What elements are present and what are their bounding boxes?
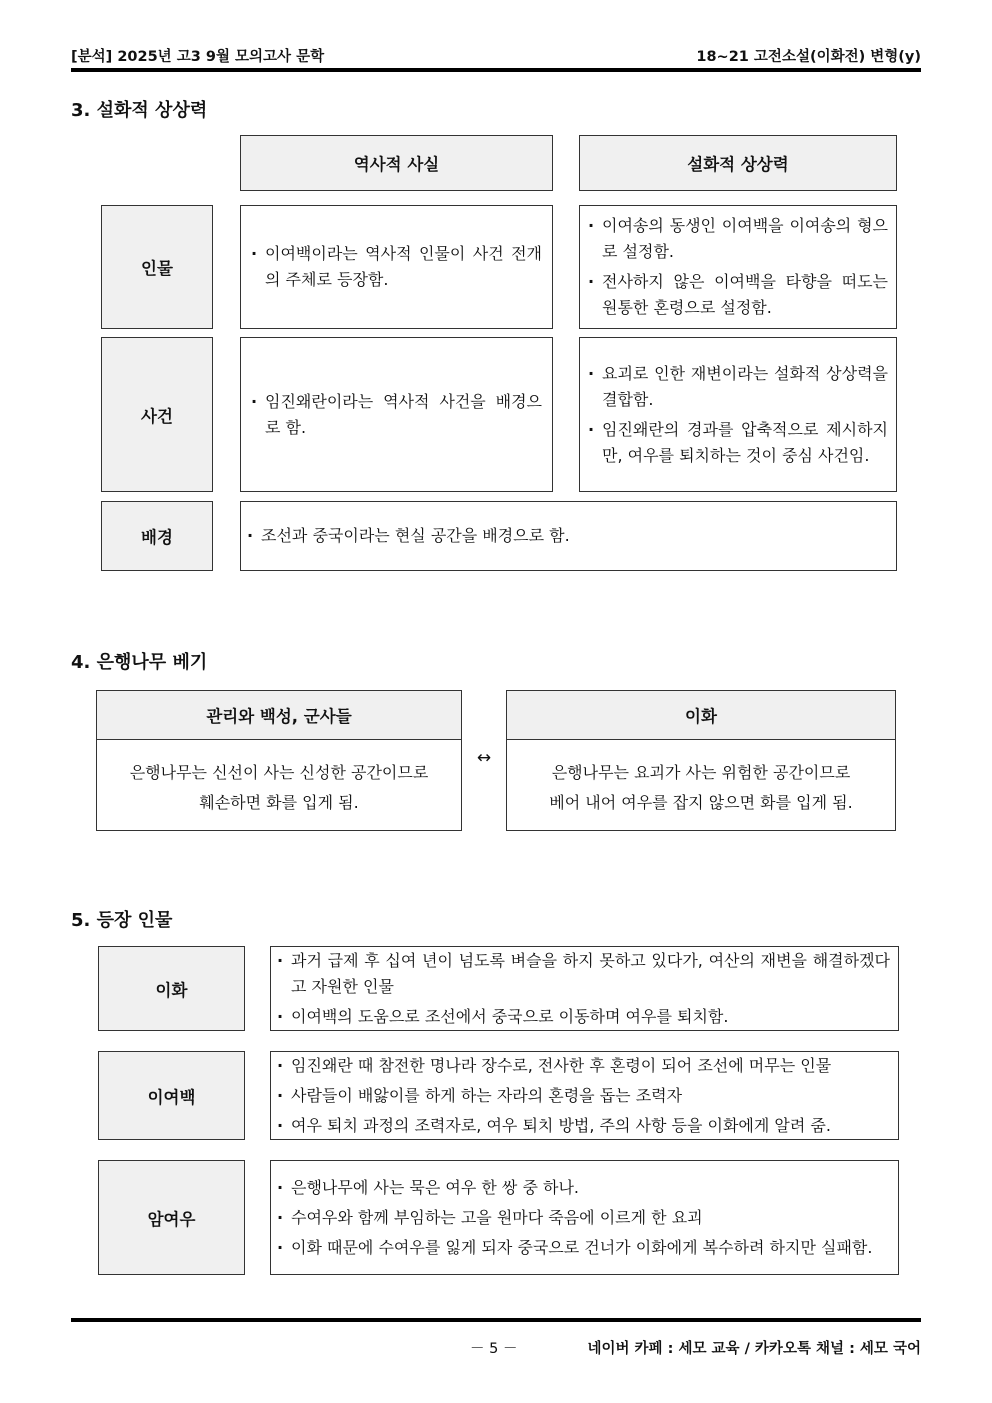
list-item: · 은행나무에 사는 묵은 여우 한 쌍 중 하나. <box>271 1175 872 1201</box>
header-rule <box>71 68 921 72</box>
ginkgo-left-line: 은행나무는 신선이 사는 신성한 공간이므로 <box>129 763 429 782</box>
page-number: － 5 － <box>470 1341 518 1357</box>
ginkgo-right-line: 베어 내어 여우를 잡지 않으면 화를 입게 됨. <box>549 793 853 812</box>
cell-imagination-character <box>579 205 897 329</box>
character-name: 이화 <box>98 946 245 1031</box>
section-title: 3. 설화적 상상력 <box>71 100 208 121</box>
list-item: · 전사하지 않은 이여백을 타향을 떠도는 원통한 혼령으로 설정함. <box>582 269 888 321</box>
double-arrow-icon: ↔ <box>476 748 492 768</box>
list-item: · 요괴로 인한 재변이라는 설화적 상상력을 결합함. <box>582 361 888 413</box>
cell-fact-event <box>240 337 553 492</box>
character-description <box>270 1051 899 1140</box>
list-item: · 사람들이 배앓이를 하게 하는 자라의 혼령을 돕는 조력자 <box>271 1083 831 1109</box>
row-label-character: 인물 <box>101 205 213 329</box>
cell-fact-character <box>240 205 553 329</box>
list-item: · 이여백의 도움으로 조선에서 중국으로 이동하며 여우를 퇴치함. <box>271 1004 890 1030</box>
list-item: · 수여우와 함께 부임하는 고을 원마다 죽음에 이르게 한 요괴 <box>271 1205 872 1231</box>
cell-imagination-event <box>579 337 897 492</box>
header-left: [분석] 2025년 고3 9월 모의고사 문학 <box>71 49 325 65</box>
row-label-event: 사건 <box>101 337 213 492</box>
footer-rule <box>71 1318 921 1322</box>
section-title: 4. 은행나무 베기 <box>71 652 208 673</box>
character-description <box>270 946 899 1031</box>
character-description <box>270 1160 899 1275</box>
list-item: · 조선과 중국이라는 현실 공간을 배경으로 함. <box>241 523 570 549</box>
column-header-imagination: 설화적 상상력 <box>579 135 897 191</box>
ginkgo-right-header: 이화 <box>507 691 895 740</box>
section-title: 5. 등장 인물 <box>71 910 173 931</box>
list-item: · 이여백이라는 역사적 인물이 사건 전개의 주체로 등장함. <box>245 241 542 293</box>
column-header-fact: 역사적 사실 <box>240 135 553 191</box>
list-item: · 임진왜란이라는 역사적 사건을 배경으로 함. <box>245 389 542 441</box>
list-item: · 이여송의 동생인 이여백을 이여송의 형으로 설정함. <box>582 213 888 265</box>
list-item: · 이화 때문에 수여우를 잃게 되자 중국으로 건너가 이화에게 복수하려 하지만 실패함. <box>271 1235 872 1261</box>
ginkgo-left-box <box>96 690 462 831</box>
list-item: · 임진왜란 때 참전한 명나라 장수로, 전사한 후 혼령이 되어 조선에 머무는 인물 <box>271 1053 831 1079</box>
footer-text: 네이버 카페 : 세모 교육 / 카카오톡 채널 : 세모 국어 <box>587 1341 921 1357</box>
cell-setting-merged <box>240 501 897 571</box>
ginkgo-right-box <box>506 690 896 831</box>
row-label-setting: 배경 <box>101 501 213 571</box>
character-name: 이여백 <box>98 1051 245 1140</box>
ginkgo-right-line: 은행나무는 요괴가 사는 위험한 공간이므로 <box>551 763 851 782</box>
ginkgo-left-header: 관리와 백성, 군사들 <box>97 691 461 740</box>
list-item: · 여우 퇴치 과정의 조력자로, 여우 퇴치 방법, 주의 사항 등을 이화에게 알려 줌. <box>271 1113 831 1139</box>
list-item: · 과거 급제 후 십여 년이 넘도록 벼슬을 하지 못하고 있다가, 여산의 재변을 해결하겠다고 자원한 인물 <box>271 948 890 1000</box>
list-item: · 임진왜란의 경과를 압축적으로 제시하지만, 여우를 퇴치하는 것이 중심 사건임. <box>582 417 888 469</box>
character-name: 암여우 <box>98 1160 245 1275</box>
ginkgo-left-line: 훼손하면 화를 입게 됨. <box>199 793 359 812</box>
header-right: 18~21 고전소설(이화전) 변형(y) <box>696 49 921 65</box>
